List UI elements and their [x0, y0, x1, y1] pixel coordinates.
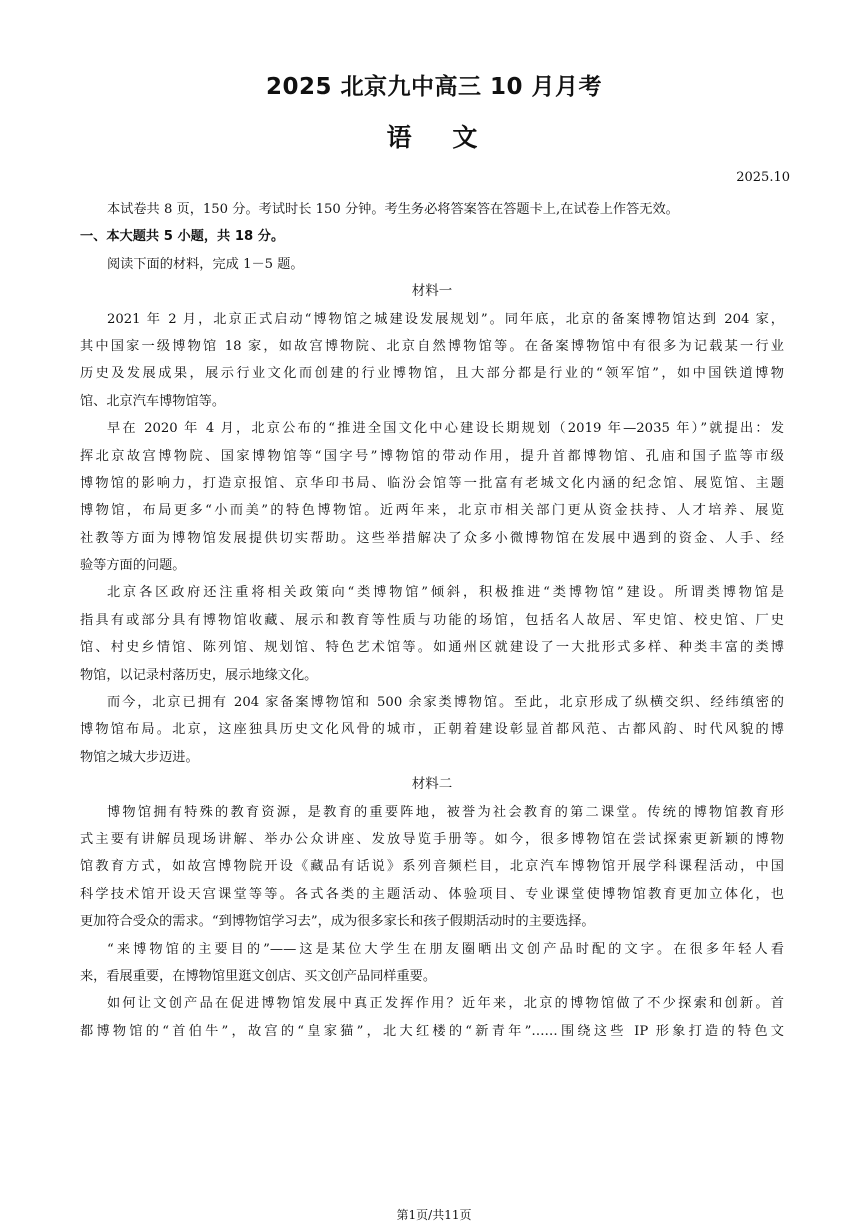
section-heading: 一、本大题共 5 小题，共 18 分。 [80, 229, 285, 245]
material1-paragraph-2 [80, 415, 784, 579]
text-line: 都博物馆的“首伯牛”，故宫的“皇家猫”，北大红楼的“新青年”……围绕这些 IP 形象打造的特色文 [80, 1023, 784, 1039]
subject-title: 语 文 [386, 123, 482, 152]
text-line: 验等方面的问题。 [80, 558, 186, 574]
text-line: 博物馆，布局更多“小而美”的特色博物馆。近两年来，北京市相关部门更从资金扶持、人才培养、展览 [80, 503, 784, 519]
text-line: 北京各区政府还注重将相关政策向“类博物馆”倾斜，积极推进“类博物馆”建设。所谓类博物馆是 [107, 585, 784, 601]
text-line: 而今，北京已拥有 204 家备案博物馆和 500 余家类博物馆。至此，北京形成了纵横交织、经纬缜密的 [107, 695, 784, 711]
exam-date: 2025.10 [736, 170, 790, 185]
text-line: 物馆，以记录村落历史，展示地缘文化。 [80, 667, 318, 683]
section-instruction: 阅读下面的材料，完成 1－5 题。 [107, 256, 304, 272]
text-line: 馆、村史乡情馆、陈列馆、规划馆、特色艺术馆等。如通州区就建设了一大批形式多样、种类丰富的类博 [80, 640, 784, 656]
text-line: 挥北京故宫博物院、国家博物馆等“国字号”博物馆的带动作用，提升首都博物馆、孔庙和国子监等市级 [80, 448, 784, 464]
exam-intro: 本试卷共 8 页，150 分。考试时长 150 分钟。考生务必将答案答在答题卡上,在试卷上作答无效。 [107, 202, 679, 217]
text-line: 馆、北京汽车博物馆等。 [80, 393, 226, 409]
text-line: 式主要有讲解员现场讲解、举办公众讲座、发放导览手册等。如今，很多博物馆在尝试探索更新颖的博物 [80, 831, 784, 847]
material1-paragraph-3 [80, 579, 784, 689]
text-line: 博物馆的影响力，打造京报馆、京华印书局、临汾会馆等一批富有老城文化内涵的纪念馆、展览馆、主题 [80, 475, 784, 491]
text-line: 如何让文创产品在促进博物馆发展中真正发挥作用？近年来，北京的博物馆做了不少探索和创新。首 [107, 996, 784, 1012]
text-line: 博物馆布局。北京，这座独具历史文化风骨的城市，正朝着建设彰显首都风范、古都风韵、时代风貌的博 [80, 722, 784, 738]
text-line: 社教等方面为博物馆发展提供切实帮助。这些举措解决了众多小微博物馆在发展中遇到的资金、人手、经 [80, 530, 784, 546]
text-line: “来博物馆的主要目的”——这是某位大学生在朋友圈晒出文创产品时配的文字。在很多年轻人看 [107, 941, 784, 957]
text-line: 2021 年 2 月，北京正式启动“博物馆之城建设发展规划”。同年底，北京的备案博物馆达到 204 家， [107, 311, 784, 327]
material1-paragraph-4 [80, 689, 784, 771]
material1-heading: 材料一 [411, 283, 453, 300]
text-line: 博物馆拥有特殊的教育资源，是教育的重要阵地，被誉为社会教育的第二课堂。传统的博物馆教育形 [107, 804, 784, 820]
page-number: 第1页/共11页 [396, 1208, 472, 1222]
material1-paragraph-1 [80, 306, 784, 416]
material2-paragraph-1 [80, 799, 784, 936]
text-line: 指具有或部分具有博物馆收藏、展示和教育等性质与功能的场馆，包括名人故居、军史馆、校史馆、厂史 [80, 612, 784, 628]
text-line: 馆教育方式，如故宫博物院开设《藏品有话说》系列音频栏目，北京汽车博物馆开展学科课程活动，中国 [80, 859, 784, 875]
material2-paragraph-2 [80, 936, 784, 991]
exam-title: 2025 北京九中高三 10 月月考 [265, 74, 603, 100]
material2-heading: 材料二 [411, 776, 453, 793]
text-line: 来，看展重要，在博物馆里逛文创店、买文创产品同样重要。 [80, 968, 437, 984]
text-line: 历史及发展成果，展示行业文化而创建的行业博物馆，且大部分都是行业的“领军馆”，如中国铁道博物 [80, 366, 784, 382]
exam-body [80, 196, 784, 1045]
text-line: 其中国家一级博物馆 18 家，如故宫博物院、北京自然博物馆等。在备案博物馆中有很多为记载某一行业 [80, 338, 784, 354]
text-line: 更加符合受众的需求。“到博物馆学习去”，成为很多家长和孩子假期活动时的主要选择。 [80, 914, 595, 930]
text-line: 早在 2020 年 4 月，北京公布的“推进全国文化中心建设长期规划（2019 年—2035 年）”就提出：发 [107, 421, 784, 437]
material2-paragraph-3 [80, 990, 784, 1045]
text-line: 科学技术馆开设天宫课堂等等。各式各类的主题活动、体验项目、专业课堂使博物馆教育更加立体化，也 [80, 886, 784, 902]
text-line: 物馆之城大步迈进。 [80, 749, 199, 765]
